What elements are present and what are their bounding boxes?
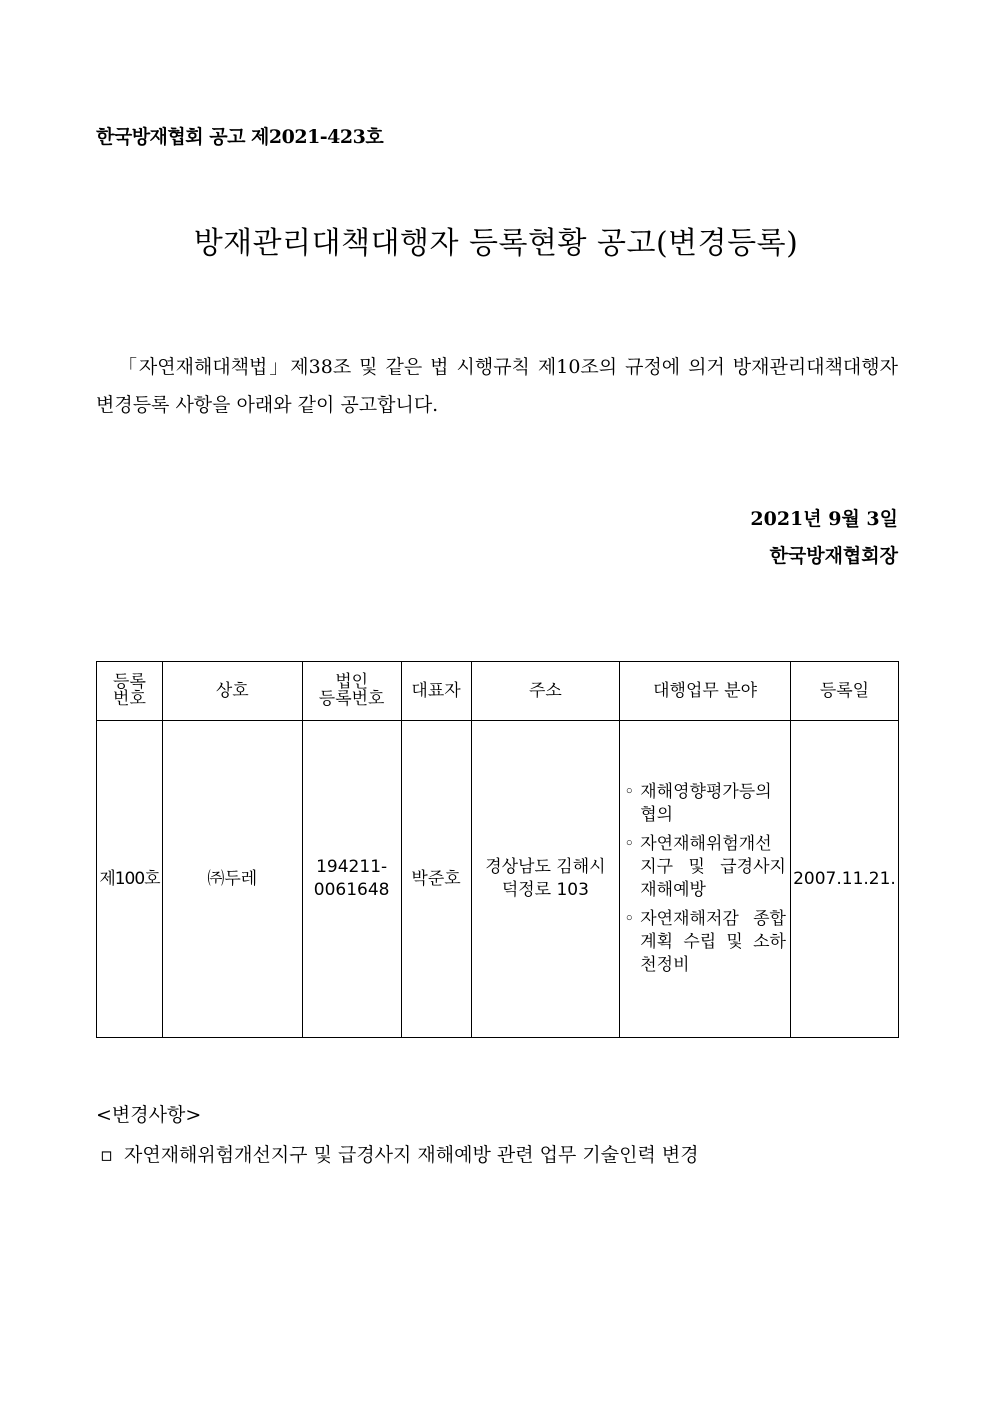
issuer: 한국방재협회장 — [769, 545, 898, 567]
header-reg-no: 등록 번호 — [97, 662, 163, 721]
cell-business-fields — [620, 721, 791, 1038]
bullet-icon: ◦ — [624, 782, 635, 802]
changes-item — [100, 1140, 699, 1167]
square-bullet-icon: ▫ — [100, 1144, 113, 1166]
cell-corp-no: 194211- 0061648 — [302, 721, 401, 1038]
header-reg-date: 등록일 — [790, 662, 898, 721]
notice-date: 2021년 9월 3일 — [750, 508, 898, 530]
cell-address: 경상남도 김해시 덕정로 103 — [471, 721, 620, 1038]
business-field-text: 자연재해저감 종합계획 수립 및 소하천정비 — [640, 909, 786, 975]
business-field-item — [624, 833, 786, 902]
business-field-item — [624, 908, 786, 977]
cell-ceo: 박준호 — [401, 721, 471, 1038]
registration-table — [96, 661, 899, 1038]
cell-company: ㈜두레 — [162, 721, 302, 1038]
cell-reg-date: 2007.11.21. — [790, 721, 898, 1038]
header-ceo: 대표자 — [401, 662, 471, 721]
table-row — [97, 721, 899, 1038]
body-paragraph: 「자연재해대책법」제38조 및 같은 법 시행규칙 제10조의 규정에 의거 방재관리대책대행자 변경등록 사항을 아래와 같이 공고합니다. — [96, 356, 898, 416]
notice-number: 한국방재협회 공고 제2021-423호 — [96, 126, 384, 148]
table-header-row — [97, 662, 899, 721]
business-field-text: 재해영향평가등의 협의 — [640, 782, 772, 825]
changes-item-text: 자연재해위험개선지구 및 급경사지 재해예방 관련 업무 기술인력 변경 — [124, 1144, 699, 1166]
changes-label: <변경사항> — [96, 1104, 202, 1126]
bullet-icon: ◦ — [624, 909, 635, 929]
bullet-icon: ◦ — [624, 834, 635, 854]
header-field: 대행업무 분야 — [620, 662, 791, 721]
header-corp-no: 법인 등록번호 — [302, 662, 401, 721]
cell-reg-no: 제100호 — [97, 721, 163, 1038]
header-company: 상호 — [162, 662, 302, 721]
header-address: 주소 — [471, 662, 620, 721]
business-field-text: 자연재해위험개선지구 및 급경사지 재해예방 — [640, 834, 786, 900]
business-field-item — [624, 781, 786, 827]
document-title: 방재관리대책대행자 등록현황 공고(변경등록) — [193, 226, 799, 261]
